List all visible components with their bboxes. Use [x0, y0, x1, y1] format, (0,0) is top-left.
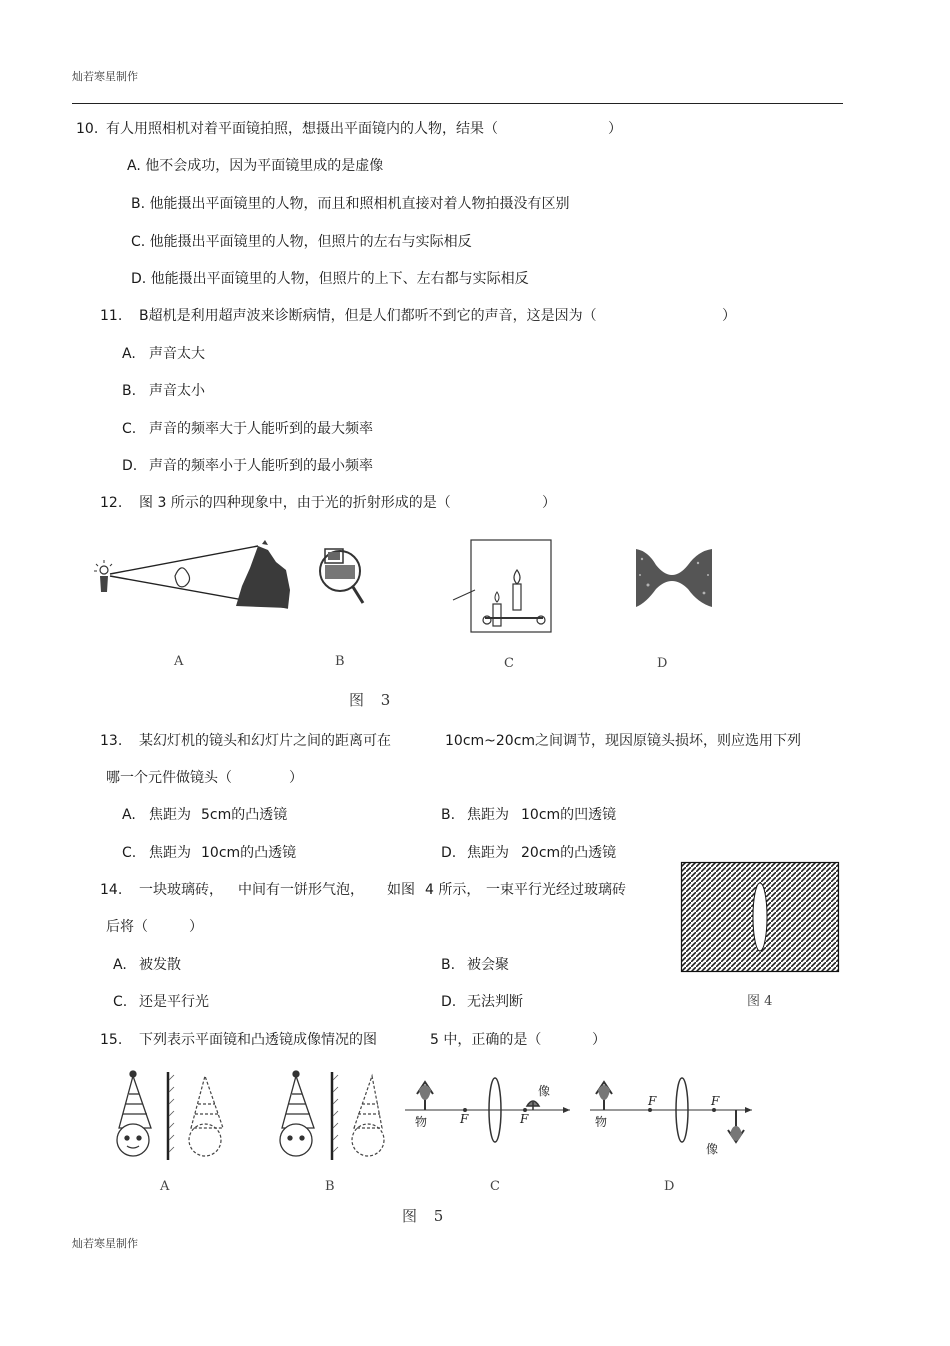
fig3-label-b: B [335, 654, 345, 669]
q13-option-b-pre: 焦距为 [467, 807, 509, 823]
header-rule [72, 103, 843, 104]
q15-stem-b: 5 中，正确的是（ [430, 1032, 542, 1048]
q13-option-d-pre: 焦距为 [467, 845, 509, 861]
page-header: 灿若寒星制作 [72, 70, 138, 83]
q11-option-a-label: A. [122, 346, 136, 362]
fig3-d-vase-faces [628, 545, 718, 610]
q15-stem-a: 下列表示平面镜和凸透镜成像情况的图 [139, 1032, 377, 1048]
q11-option-d-text: 声音的频率小于人能听到的最小频率 [149, 458, 373, 474]
q13-stem-c: 哪一个元件做镜头（ [106, 770, 232, 786]
fig5-label-d: D [664, 1179, 675, 1194]
q13-option-a-pre: 焦距为 [149, 807, 191, 823]
fig5-b-mirror [270, 1068, 410, 1163]
fig3-caption: 图 3 [349, 691, 397, 709]
q10-stem: 有人用照相机对着平面镜拍照，想摄出平面镜内的人物，结果（ [106, 121, 498, 137]
q11-option-c-text: 声音的频率大于人能听到的最大频率 [149, 421, 373, 437]
q13-stem-a: 某幻灯机的镜头和幻灯片之间的距离可在 [139, 733, 391, 749]
q11-option-d-label: D. [122, 458, 138, 474]
q10-close: ） [608, 121, 622, 137]
q14-part-1: 一块玻璃砖， [139, 882, 223, 898]
page-footer: 灿若寒星制作 [72, 1237, 138, 1250]
q11-option-a-text: 声音太大 [149, 346, 205, 362]
fig5-d-object-label: 物 [595, 1115, 608, 1129]
fig3-label-d: D [657, 656, 668, 671]
q14-line-2: 后将（ [106, 919, 148, 935]
q13-option-c-pre: 焦距为 [149, 845, 191, 861]
fig3-c-candle-glass [445, 538, 560, 638]
fig5-label-c: C [490, 1179, 500, 1194]
q11-option-b-text: 声音太小 [149, 383, 205, 399]
q14-option-c-text: 还是平行光 [139, 994, 209, 1010]
fig5-c-image-label: 像 [538, 1084, 551, 1098]
q13-close: ） [289, 770, 303, 786]
q12-number: 12. [100, 495, 123, 511]
q14-number: 14. [100, 882, 123, 898]
q11-stem: B超机是利用超声波来诊断病情，但是人们都听不到它的声音，这是因为（ [139, 308, 597, 324]
fig5-c-lens [405, 1068, 580, 1153]
q12-close: ） [542, 495, 556, 511]
q11-number: 11. [100, 308, 123, 324]
q14-close: ） [189, 919, 203, 935]
fig5-a-mirror [105, 1068, 250, 1163]
fig5-c-focus-left: F [460, 1112, 469, 1126]
fig5-d-image-label: 像 [706, 1142, 719, 1156]
q14-option-a-label: A. [113, 957, 127, 973]
q14-option-b-text: 被会聚 [467, 957, 509, 973]
fig5-d-lens [590, 1068, 760, 1163]
q13-option-c-label: C. [122, 845, 137, 861]
fig5-c-focus-right: F [520, 1112, 529, 1126]
q15-number: 15. [100, 1032, 123, 1048]
q14-option-a-text: 被发散 [139, 957, 181, 973]
q13-option-c-val: 10cm的凸透镜 [201, 845, 297, 861]
q14-part-3: 如图 [387, 882, 415, 898]
q14-option-d-label: D. [441, 994, 457, 1010]
fig4-glass-brick [681, 862, 839, 972]
fig5-d-focus-right: F [711, 1094, 720, 1108]
q14-option-c-label: C. [113, 994, 128, 1010]
q15-close: ） [592, 1032, 606, 1048]
fig5-caption: 图 5 [402, 1207, 450, 1225]
q11-option-c-label: C. [122, 421, 137, 437]
fig3-b-magnifier [315, 543, 370, 608]
q14-option-d-text: 无法判断 [467, 994, 523, 1010]
q12-stem: 图 3 所示的四种现象中，由于光的折射形成的是（ [139, 495, 451, 511]
q14-option-b-label: B. [441, 957, 456, 973]
q13-stem-b: 10cm~20cm之间调节，现因原镜头损坏，则应选用下列 [445, 733, 802, 749]
q10-option-d: D. 他能摄出平面镜里的人物，但照片的上下、左右都与实际相反 [131, 271, 529, 287]
fig5-c-object-label: 物 [415, 1115, 428, 1129]
q13-number: 13. [100, 733, 123, 749]
q13-option-b-val: 10cm的凹透镜 [521, 807, 617, 823]
q14-part-2: 中间有一饼形气泡， [238, 882, 364, 898]
fig5-label-b: B [325, 1179, 335, 1194]
q10-option-b: B. 他能摄出平面镜里的人物，而且和照相机直接对着人物拍摄没有区别 [131, 196, 570, 212]
fig4-caption: 图 4 [747, 994, 773, 1009]
q10-option-c: C. 他能摄出平面镜里的人物，但照片的左右与实际相反 [131, 234, 472, 250]
fig3-label-c: C [504, 656, 514, 671]
q13-option-d-label: D. [441, 845, 457, 861]
q14-part-5: 一束平行光经过玻璃砖 [486, 882, 626, 898]
q13-option-b-label: B. [441, 807, 456, 823]
fig3-label-a: A [174, 654, 184, 669]
q13-option-a-label: A. [122, 807, 136, 823]
q11-close: ） [722, 308, 736, 324]
fig5-d-focus-left: F [648, 1094, 657, 1108]
q10-option-a: A. 他不会成功，因为平面镜里成的是虚像 [127, 158, 384, 174]
fig5-label-a: A [160, 1179, 170, 1194]
q14-part-4: 4 所示， [425, 882, 481, 898]
q10-number: 10. [76, 121, 99, 137]
q13-option-d-val: 20cm的凸透镜 [521, 845, 617, 861]
fig3-a-shadow-puppet [90, 540, 300, 615]
q13-option-a-val: 5cm的凸透镜 [201, 807, 288, 823]
q11-option-b-label: B. [122, 383, 137, 399]
